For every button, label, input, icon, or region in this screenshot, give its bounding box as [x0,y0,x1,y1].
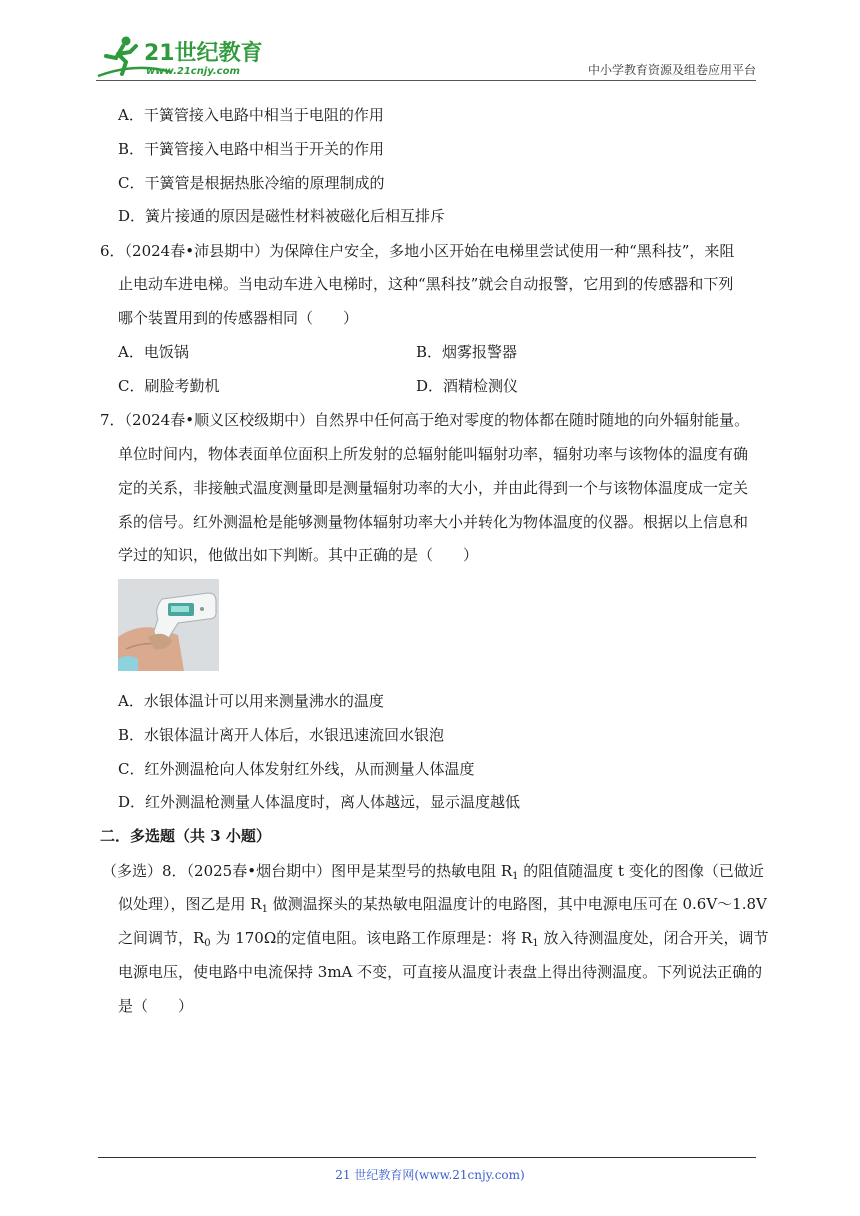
q7-stem-line: 系的信号。红外测温枪是能够测量物体辐射功率大小并转化为物体温度的仪器。根据以上信息和 [118,513,749,531]
section-title: 二．多选题（共 3 小题） [100,827,271,845]
q8-stem-line: 之间调节，$R_0$ 为 170Ω的定值电阻。该电路工作原理是：将 $R_1$ 放入待测温度处，闭合开关，调节 [118,929,769,949]
q8-stem-line: 电源电压，使电路中电流保持 3mA 不变，可直接从温度计表盘上得出待测温度。下列说法正确的 [118,963,763,981]
logo-main-text: 21世纪教育 [144,41,263,66]
q5-option-d: D．簧片接通的原因是磁性材料被磁化后相互排斥 [118,207,446,225]
q5-option-c: C．干簧管是根据热胀冷缩的原理制成的 [118,174,385,192]
q7-stem-line: 定的关系，非接触式温度测量即是测量辐射功率的大小，并由此得到一个与该物体温度成一定关 [118,479,749,497]
q7-option-c: C．红外测温枪向人体发射红外线，从而测量人体温度 [118,760,475,778]
q6-option-c: C．刷脸考勤机 [118,377,220,395]
logo-url-text: www.21cnjy.com [146,66,240,77]
q8-stem-line: 是（ ） [118,997,194,1015]
q8-stem-line: 似处理），图乙是用 $R_1$ 做测温探头的某热敏电阻温度计的电路图，其中电源电压可在 0.6V～1.8V [118,895,767,915]
infrared-thermometer-photo [118,579,219,671]
q5-option-a: A．干簧管接入电路中相当于电阻的作用 [118,106,384,124]
platform-name: 中小学教育资源及组卷应用平台 [587,63,756,77]
q6-stem-line: 6．（2024春•沛县期中）为保障住户安全，多地小区开始在电梯里尝试使用一种“黑科技”，来阻 [100,242,735,260]
q7-option-b: B．水银体温计离开人体后，水银迅速流回水银泡 [118,726,445,744]
q6-stem-line: 哪个装置用到的传感器相同（ ） [118,309,359,327]
q8-stem-line: （多选）8．（2025春•烟台期中）图甲是某型号的热敏电阻 $R_1$ 的阻值随温度 t 变化的图像（已做近 [102,862,764,882]
header-rule [96,80,756,81]
q6-option-b: B．烟雾报警器 [416,343,518,361]
footer-link[interactable]: 21 世纪教育网(www.21cnjy.com) [335,1168,525,1182]
q7-stem-line: 7．（2024春•顺义区校级期中）自然界中任何高于绝对零度的物体都在随时随地的向外辐射能量。 [100,411,750,429]
q6-option-d: D．酒精检测仪 [416,377,519,395]
q7-option-d: D．红外测温枪测量人体温度时，离人体越远，显示温度越低 [118,793,521,811]
q7-stem-line: 学过的知识，他做出如下判断。其中正确的是（ ） [118,546,479,564]
q7-option-a: A．水银体温计可以用来测量沸水的温度 [118,692,384,710]
q5-option-b: B．干簧管接入电路中相当于开关的作用 [118,140,385,158]
q6-option-a: A．电饭锅 [118,343,189,361]
site-logo [96,32,266,82]
q6-stem-line: 止电动车进电梯。当电动车进入电梯时，这种“黑科技”就会自动报警，它用到的传感器和下列 [118,275,734,293]
q7-stem-line: 单位时间内，物体表面单位面积上所发射的总辐射能叫辐射功率，辐射功率与该物体的温度有确 [118,445,749,463]
footer-rule [98,1157,756,1158]
